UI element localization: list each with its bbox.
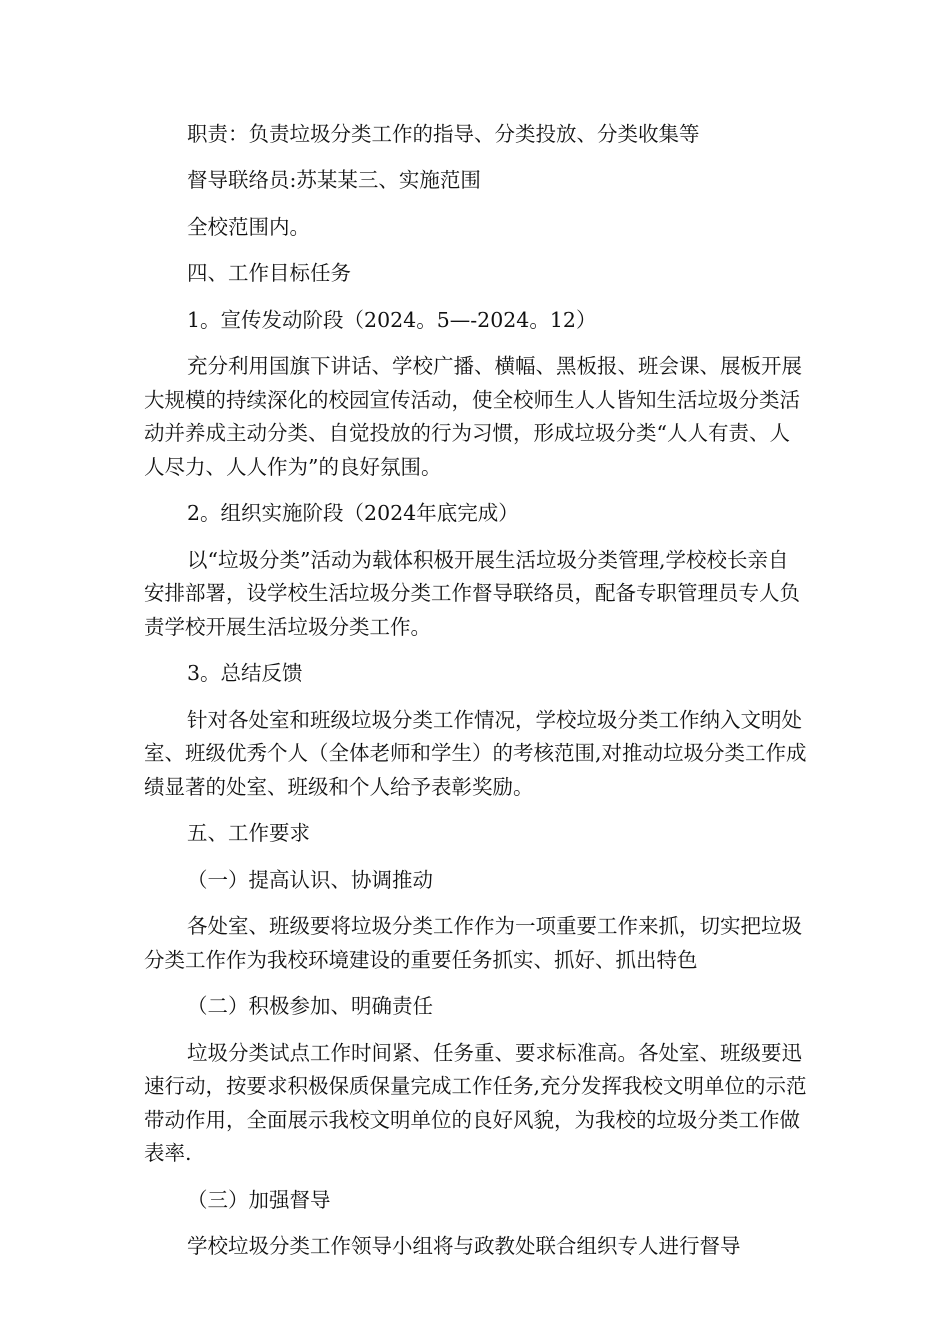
paragraph-stage-two: 以“垃圾分类”活动为载体积极开展生活垃圾分类管理,学校校长亲自安排部署，设学校生活垃圾分类工作督导联络员，配备专职管理员专人负责学校开展生活垃圾分类工作。	[144, 547, 800, 639]
paragraph-requirement-three: 学校垃圾分类工作领导小组将与政教处联合组织专人进行督导	[187, 1234, 741, 1258]
paragraph-duties: 职责：负责垃圾分类工作的指导、分类投放、分类收集等	[187, 122, 700, 146]
paragraph-stage-three: 针对各处室和班级垃圾分类工作情况，学校垃圾分类工作纳入文明处室、班级优秀个人（全体老师和学生）的考核范围,对推动垃圾分类工作成绩显著的处室、班级和个人给予表彰奖励。	[144, 707, 807, 799]
heading-section-five: 五、工作要求	[187, 821, 310, 845]
heading-requirement-one: （一）提高认识、协调推动	[187, 867, 433, 892]
paragraph-supervisor: 督导联络员:苏某某三、实施范围	[187, 168, 481, 192]
heading-stage-one: 1。宣传发动阶段（2024。5—-2024。12）	[187, 307, 597, 332]
paragraph-stage-one: 充分利用国旗下讲话、学校广播、横幅、黑板报、班会课、展板开展大规模的持续深化的校园宣传活动，使全校师生人人皆知生活垃圾分类活动并养成主动分类、自觉投放的行为习惯，形成垃圾分类“人人有责、人人尽力、人人作为”的良好氛围。	[144, 354, 802, 479]
paragraph-scope: 全校范围内。	[187, 214, 310, 239]
document-body	[144, 118, 808, 1264]
heading-requirement-two: （二）积极参加、明确责任	[187, 994, 433, 1018]
paragraph-requirement-two: 垃圾分类试点工作时间紧、任务重、要求标准高。各处室、班级要迅速行动，按要求积极保质保量完成工作任务,充分发挥我校文明单位的示范带动作用，全面展示我校文明单位的良好风貌，为我校的垃圾分类工作做表率.	[144, 1040, 807, 1165]
heading-requirement-three: （三）加强督导	[187, 1187, 331, 1212]
heading-stage-three: 3。总结反馈	[187, 661, 303, 685]
heading-stage-two: 2。组织实施阶段（2024年底完成）	[187, 501, 519, 525]
heading-section-four: 四、工作目标任务	[187, 261, 351, 285]
paragraph-requirement-one: 各处室、班级要将垃圾分类工作作为一项重要工作来抓，切实把垃圾分类工作作为我校环境建设的重要任务抓实、抓好、抓出特色	[144, 914, 802, 972]
